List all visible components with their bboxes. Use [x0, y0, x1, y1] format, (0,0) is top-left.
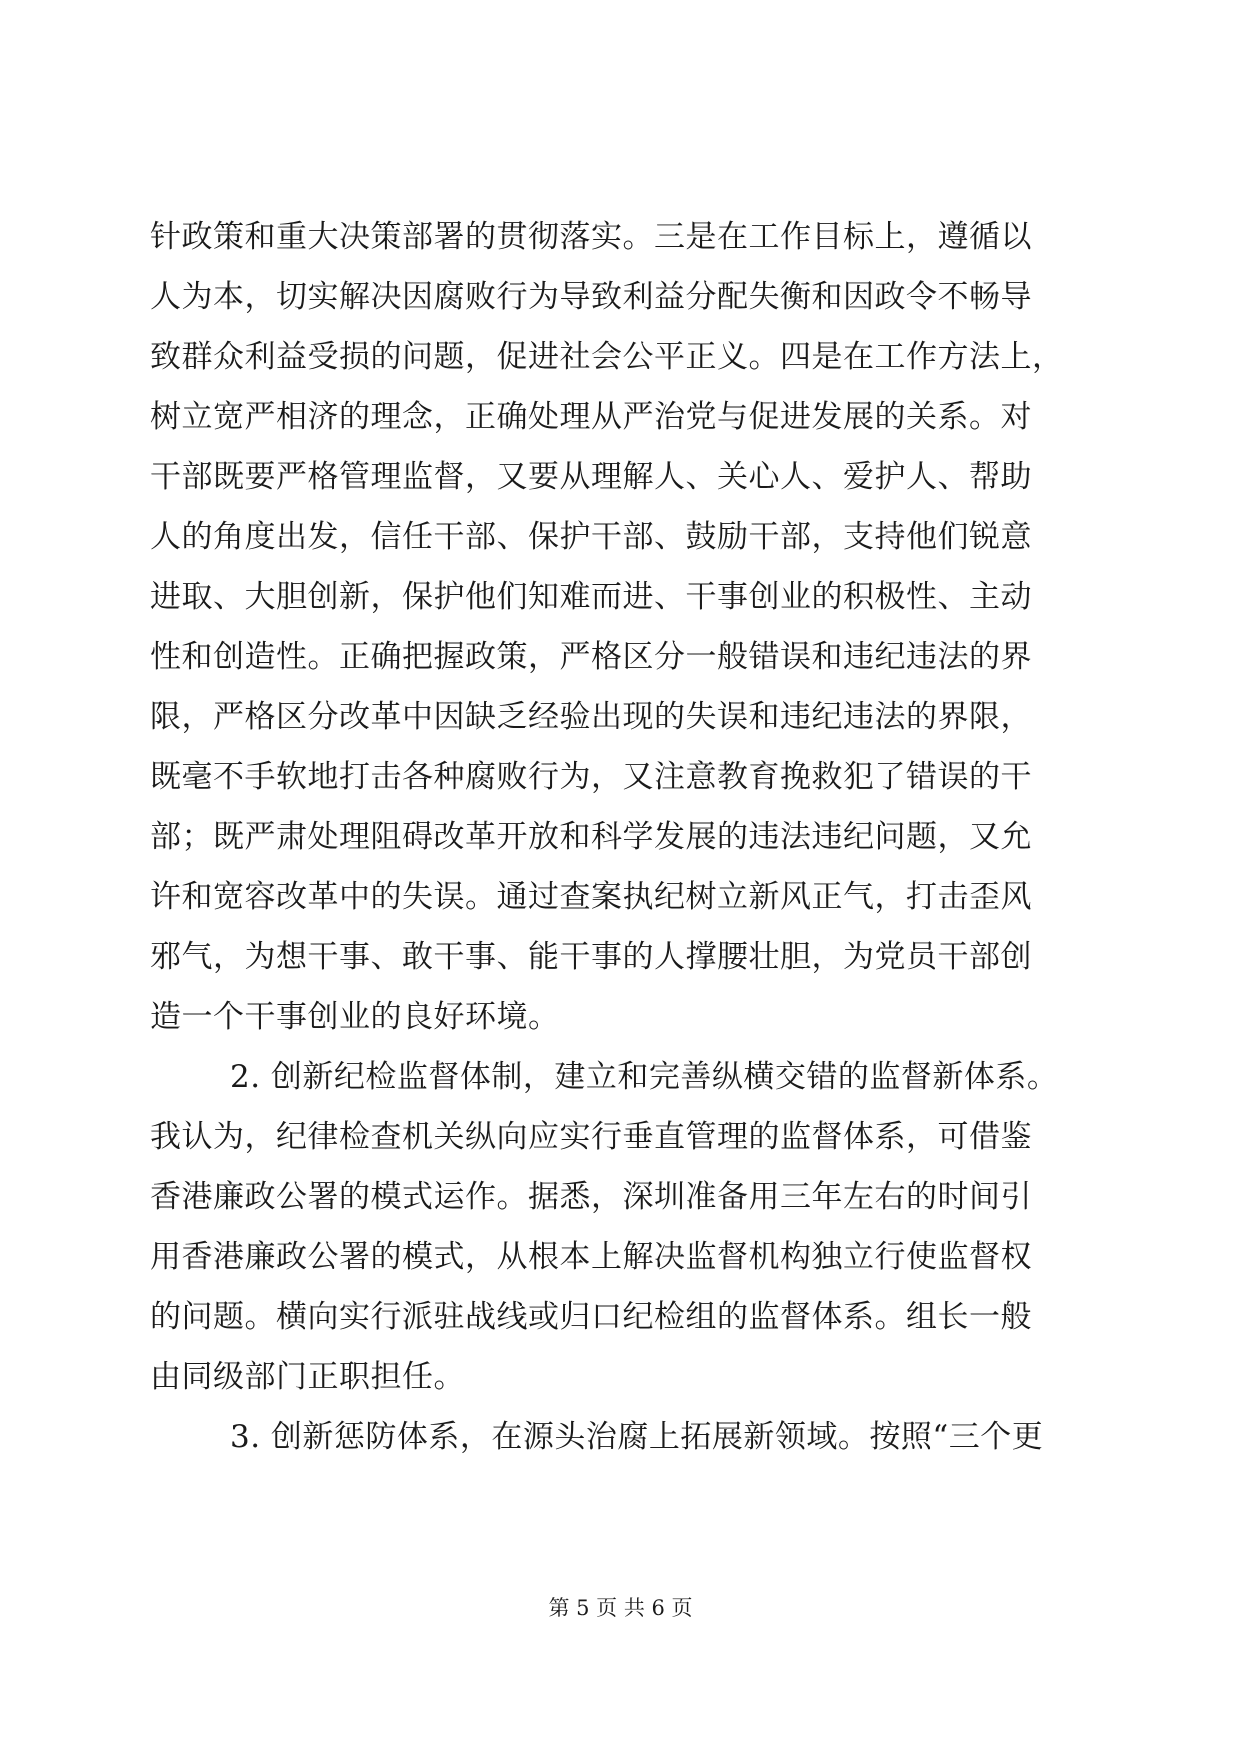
text-line: 针政策和重大决策部署的贯彻落实。三是在工作目标上，遵循以: [150, 219, 1032, 255]
text-line: 既毫不手软地打击各种腐败行为，又注意教育挽救犯了错误的干: [150, 759, 1032, 795]
text-line: 进取、大胆创新，保护他们知难而进、干事创业的积极性、主动: [150, 579, 1032, 615]
body-text: [150, 207, 1086, 1467]
text-line: 限，严格区分改革中因缺乏经验出现的失误和违纪违法的界限，: [150, 699, 1032, 735]
text-line: 干部既要严格管理监督，又要从理解人、关心人、爱护人、帮助: [150, 459, 1032, 495]
text-line: 人的角度出发，信任干部、保护干部、鼓励干部，支持他们锐意: [150, 519, 1032, 555]
text-line: 用香港廉政公署的模式，从根本上解决监督机构独立行使监督权: [150, 1239, 1032, 1275]
text-line: 性和创造性。正确把握政策，严格区分一般错误和违纪违法的界: [150, 639, 1032, 675]
text-line: 造一个干事创业的良好环境。: [150, 999, 560, 1035]
text-line: 部；既严肃处理阻碍改革开放和科学发展的违法违纪问题，又允: [150, 819, 1032, 855]
paragraph-start-line: 2. 创新纪检监督体制，建立和完善纵横交错的监督新体系。: [230, 1059, 1059, 1095]
page-number-footer: 第 5 页 共 6 页: [548, 1596, 693, 1620]
text-line: 许和宽容改革中的失误。通过查案执纪树立新风正气，打击歪风: [150, 879, 1032, 915]
text-line: 邪气，为想干事、敢干事、能干事的人撑腰壮胆，为党员干部创: [150, 939, 1032, 975]
text-line: 的问题。横向实行派驻战线或归口纪检组的监督体系。组长一般: [150, 1299, 1032, 1335]
text-line: 由同级部门正职担任。: [150, 1359, 465, 1395]
text-line: 香港廉政公署的模式运作。据悉，深圳准备用三年左右的时间引: [150, 1179, 1032, 1215]
text-line: 人为本，切实解决因腐败行为导致利益分配失衡和因政令不畅导: [150, 279, 1032, 315]
text-line: 我认为，纪律检查机关纵向应实行垂直管理的监督体系，可借鉴: [150, 1119, 1032, 1155]
paragraph-start-line: 3. 创新惩防体系，在源头治腐上拓展新领域。按照“三个更: [230, 1419, 1044, 1455]
text-line: 树立宽严相济的理念，正确处理从严治党与促进发展的关系。对: [150, 399, 1032, 435]
text-line: 致群众利益受损的问题，促进社会公平正义。四是在工作方法上，: [150, 339, 1064, 375]
